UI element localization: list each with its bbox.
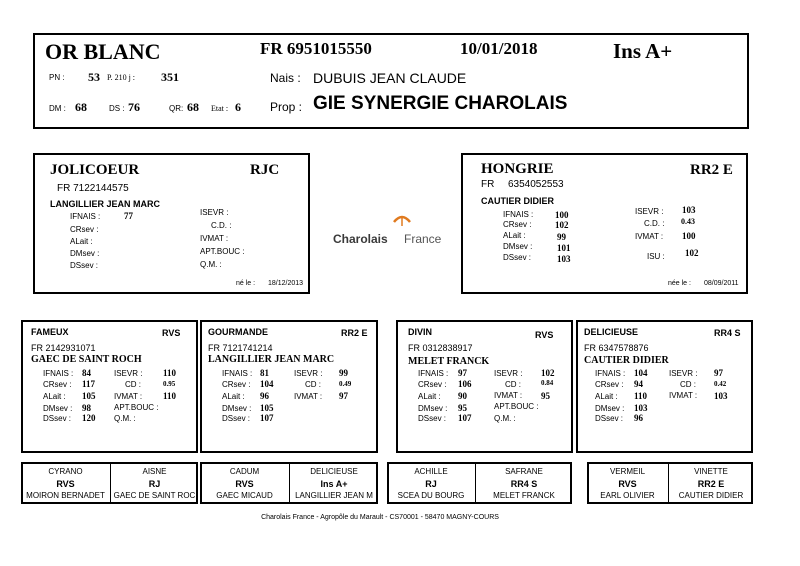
gp-dmsev-label: DMsev :	[43, 404, 73, 413]
sire-grade: RJC	[250, 162, 280, 178]
ggp-grade: RR4 S	[510, 479, 538, 489]
dm-value: 68	[75, 100, 87, 114]
gp-apt-label: APT.BOUC :	[114, 403, 159, 412]
gp-ivmat: 110	[163, 391, 177, 401]
ggp-owner: SCEA DU BOURG	[397, 491, 465, 500]
grandparent-card	[396, 320, 573, 453]
ggp-cell	[200, 466, 289, 502]
gp-isevr-label: ISEVR :	[494, 369, 523, 378]
gp-breeder: MELET FRANCK	[408, 356, 490, 367]
gp-alait-label: ALait :	[418, 392, 441, 401]
gp-ivmat-label: IVMAT :	[494, 391, 523, 400]
logo-text-2: France	[404, 232, 442, 246]
gp-dmsev: 105	[260, 403, 274, 413]
ds-label: DS :	[109, 104, 125, 113]
gp-ifnais: 81	[260, 368, 269, 378]
pn-label: PN :	[49, 73, 65, 82]
dam-l4: DMsev :	[503, 242, 533, 251]
etat-label: Etat :	[211, 104, 229, 113]
gp-cd: 0.95	[163, 380, 176, 388]
dam-rv3: 100	[682, 231, 696, 241]
ggp-owner: GAEC DE SAINT ROC	[113, 491, 196, 500]
gp-qm-label: Q.M. :	[494, 414, 516, 423]
sire-v1: 77	[124, 211, 133, 221]
gp-qm-label: Q.M. :	[114, 414, 136, 423]
ggp-name: VERMEIL	[609, 467, 646, 476]
gp-ivmat-label: IVMAT :	[114, 392, 143, 401]
dam-card	[461, 153, 748, 294]
ggp-owner: MELET FRANCK	[493, 491, 555, 500]
ggp-cell	[587, 466, 668, 502]
ggp-cell	[290, 466, 378, 502]
gp-isevr: 99	[339, 368, 348, 378]
gp-name: DIVIN	[408, 327, 433, 337]
grandparent-card	[21, 320, 198, 453]
gp-ifnais: 104	[634, 368, 648, 378]
ds-value: 76	[128, 100, 140, 114]
gp-alait: 105	[82, 391, 96, 401]
gp-isevr-label: ISEVR :	[114, 369, 143, 378]
gp-alait: 96	[260, 391, 269, 401]
main-animal-card	[33, 33, 749, 129]
gp-ivmat: 95	[541, 391, 550, 401]
gp-name: DELICIEUSE	[584, 327, 639, 337]
gp-dssev: 107	[260, 413, 274, 423]
prop-label: Prop :	[270, 100, 303, 114]
sire-l1: IFNAIS :	[70, 212, 101, 221]
ggp-cell	[21, 466, 110, 502]
gp-ivmat-label: IVMAT :	[294, 392, 323, 401]
dam-l2: CRsev :	[503, 220, 532, 229]
gp-grade: RR4 S	[714, 328, 741, 338]
dam-l5: DSsev :	[503, 253, 532, 262]
gp-grade: RVS	[162, 328, 181, 338]
p210-label: P. 210 j :	[107, 73, 136, 82]
gp-dssev-label: DSsev :	[43, 414, 72, 423]
dam-rv2: 0.43	[681, 217, 695, 226]
gp-id: FR 0312838917	[408, 343, 473, 353]
sire-l5: DSsev :	[70, 261, 99, 270]
gp-id: FR 2142931071	[31, 343, 96, 353]
gp-breeder: CAUTIER DIDIER	[584, 355, 669, 366]
sire-l3: ALait :	[70, 237, 93, 246]
dam-l1: IFNAIS :	[503, 210, 534, 219]
grandparent-card	[200, 320, 378, 453]
dam-r1: ISEVR :	[635, 207, 664, 216]
ggp-cell	[476, 466, 572, 502]
gp-crsev: 104	[260, 379, 274, 389]
gp-ifnais: 97	[458, 368, 467, 378]
ggp-grade: RJ	[425, 479, 437, 489]
dam-rv1: 103	[682, 205, 696, 215]
sire-r1: ISEVR :	[200, 208, 229, 217]
gp-alait: 90	[458, 391, 467, 401]
ggp-grade: RVS	[235, 479, 254, 489]
gp-name: FAMEUX	[31, 327, 69, 337]
gp-crsev: 117	[82, 379, 96, 389]
dam-v5: 103	[557, 254, 571, 264]
gp-ifnais-label: IFNAIS :	[43, 369, 74, 378]
sire-breeder: LANGILLIER JEAN MARC	[50, 199, 160, 209]
gp-dssev-label: DSsev :	[418, 414, 447, 423]
gp-crsev-label: CRsev :	[595, 380, 624, 389]
dam-v2: 102	[555, 220, 569, 230]
pn-value: 53	[88, 70, 100, 84]
sire-born-label: né le :	[236, 280, 256, 287]
gp-grade: RR2 E	[341, 328, 368, 338]
dam-name: HONGRIE	[481, 161, 554, 177]
dam-l3: ALait :	[503, 231, 526, 240]
gp-ivmat-label: IVMAT :	[669, 391, 698, 400]
p210-value: 351	[161, 70, 179, 84]
gp-dmsev: 95	[458, 403, 467, 413]
gp-ifnais-label: IFNAIS :	[595, 369, 626, 378]
gp-isevr-label: ISEVR :	[294, 369, 323, 378]
dam-id-prefix: FR	[481, 179, 495, 190]
ggp-owner: LANGILLIER JEAN M	[295, 491, 373, 500]
dam-born-label: née le :	[668, 280, 691, 287]
animal-id: FR 6951015550	[260, 39, 372, 58]
gp-cd-label: CD :	[305, 380, 321, 389]
dam-v3: 99	[557, 232, 566, 242]
dam-r4: ISU :	[647, 252, 665, 261]
sire-r3: IVMAT :	[200, 234, 229, 243]
gp-crsev-label: CRsev :	[222, 380, 251, 389]
ggp-name: DELICIEUSE	[310, 467, 358, 476]
ggp-name: SAFRANE	[505, 467, 543, 476]
ggp-name: CYRANO	[48, 467, 83, 476]
gp-isevr: 102	[541, 368, 555, 378]
ggp-cell	[111, 466, 198, 502]
ggp-grade: RR2 E	[697, 479, 725, 489]
gp-isevr: 110	[163, 368, 177, 378]
dam-born: 08/09/2011	[704, 280, 739, 287]
animal-date: 10/01/2018	[460, 39, 538, 58]
gp-ivmat: 103	[714, 391, 728, 401]
dam-rv4: 102	[685, 248, 699, 258]
prop-value: GIE SYNERGIE CHAROLAIS	[313, 93, 568, 114]
ggp-owner: MOIRON BERNADET	[26, 491, 105, 500]
gp-alait-label: ALait :	[595, 392, 618, 401]
ggp-owner: EARL OLIVIER	[600, 491, 655, 500]
dam-r3: IVMAT :	[635, 232, 664, 241]
gp-apt-label: APT.BOUC :	[494, 402, 539, 411]
gp-alait: 110	[634, 391, 648, 401]
nais-value: DUBUIS JEAN CLAUDE	[313, 70, 467, 86]
sire-r5: Q.M. :	[200, 260, 222, 269]
gp-crsev-label: CRsev :	[418, 380, 447, 389]
gp-id: FR 7121741214	[208, 343, 273, 353]
gp-cd: 0.49	[339, 380, 352, 388]
dam-r2: C.D. :	[644, 219, 665, 228]
ggp-cell	[669, 466, 753, 502]
gp-alait-label: ALait :	[222, 392, 245, 401]
gp-dmsev-label: DMsev :	[418, 404, 448, 413]
sire-r2: C.D. :	[211, 221, 232, 230]
charolais-france-logo	[330, 210, 450, 250]
qr-value: 68	[187, 100, 199, 114]
gp-grade: RVS	[535, 330, 554, 340]
gp-dmsev: 103	[634, 403, 648, 413]
gp-dssev: 120	[82, 413, 96, 423]
ggp-name: CADUM	[229, 467, 260, 476]
ggp-owner: CAUTIER DIDIER	[678, 491, 744, 500]
ggp-name: VINETTE	[694, 467, 728, 476]
grandparent-card	[576, 320, 753, 453]
gp-dssev: 107	[458, 413, 472, 423]
sire-r4: APT.BOUC :	[200, 247, 245, 256]
gp-breeder: GAEC DE SAINT ROCH	[31, 354, 142, 365]
ggp-name: ACHILLE	[414, 467, 448, 476]
nais-label: Nais :	[270, 71, 301, 85]
dam-id: 6354052553	[508, 179, 564, 190]
gp-isevr: 97	[714, 368, 723, 378]
sire-card	[33, 153, 310, 294]
gp-cd-label: CD :	[505, 380, 521, 389]
gp-alait-label: ALait :	[43, 392, 66, 401]
dm-label: DM :	[49, 104, 66, 113]
dam-breeder: CAUTIER DIDIER	[481, 196, 555, 206]
sire-id: FR 7122144575	[57, 183, 129, 194]
gp-dssev-label: DSsev :	[595, 414, 624, 423]
sire-name: JOLICOEUR	[50, 162, 140, 178]
gp-crsev: 106	[458, 379, 472, 389]
gp-cd: 0.42	[714, 380, 727, 388]
ggp-owner: GAEC MICAUD	[216, 491, 273, 500]
gp-ifnais-label: IFNAIS :	[222, 369, 253, 378]
gp-ifnais-label: IFNAIS :	[418, 369, 449, 378]
dam-v4: 101	[557, 243, 571, 253]
gp-dssev-label: DSsev :	[222, 414, 251, 423]
gp-isevr-label: ISEVR :	[669, 369, 698, 378]
qr-label: QR:	[169, 104, 184, 113]
gp-ivmat: 97	[339, 391, 348, 401]
ggp-name: AISNE	[142, 467, 167, 476]
gp-dmsev: 98	[82, 403, 91, 413]
footer-address: Charolais France - Agropôle du Marault - CS70001 - 58470 MAGNY-COURS	[261, 514, 499, 521]
sire-l2: CRsev :	[70, 225, 99, 234]
gp-dmsev-label: DMsev :	[222, 404, 252, 413]
gp-crsev: 94	[634, 379, 643, 389]
etat-value: 6	[235, 100, 241, 114]
dam-grade: RR2 E	[690, 162, 733, 178]
ggp-grade: RJ	[148, 479, 161, 489]
ggp-cell	[387, 466, 475, 502]
sire-born: 18/12/2013	[268, 280, 304, 287]
animal-name: OR BLANC	[45, 39, 161, 64]
gp-cd-label: CD :	[125, 380, 141, 389]
gp-cd: 0.84	[541, 379, 554, 387]
gp-breeder: LANGILLIER JEAN MARC	[208, 354, 335, 365]
gp-dmsev-label: DMsev :	[595, 404, 625, 413]
logo-text: Charolais	[333, 232, 388, 246]
gp-cd-label: CD :	[680, 380, 696, 389]
gp-crsev-label: CRsev :	[43, 380, 72, 389]
gp-id: FR 6347578876	[584, 343, 649, 353]
gp-name: GOURMANDE	[208, 327, 268, 337]
ggp-grade: Ins A+	[320, 479, 348, 489]
animal-grade: Ins A+	[613, 39, 673, 63]
gp-dssev: 96	[634, 413, 643, 423]
ggp-grade: RVS	[56, 479, 75, 489]
ggp-grade: RVS	[618, 479, 637, 489]
gp-ifnais: 84	[82, 368, 91, 378]
dam-v1: 100	[555, 210, 569, 220]
sire-l4: DMsev :	[70, 249, 100, 258]
